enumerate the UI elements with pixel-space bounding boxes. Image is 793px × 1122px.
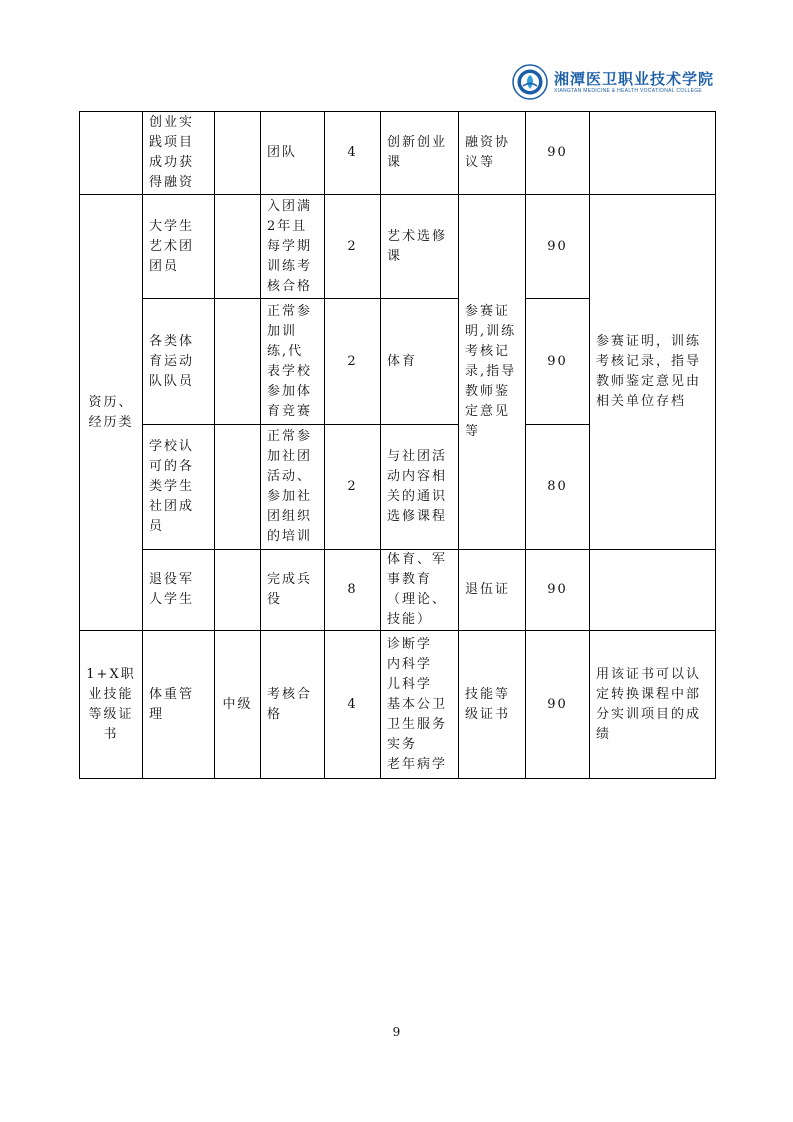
level-cell	[215, 550, 261, 631]
category-cell: 1+X职业技能等级证书	[80, 631, 143, 779]
score-cell: 90	[526, 299, 590, 425]
course-cell: 体育、军事教育（理论、技能）	[381, 550, 459, 631]
course-line: 内科学	[387, 656, 433, 672]
course-line: 卫生服务	[387, 716, 448, 732]
proof-cell: 参赛证明,训练考核记录,指导教师鉴定意见等	[459, 195, 526, 550]
table-row	[80, 195, 716, 299]
course-cell	[381, 631, 459, 779]
level-cell	[215, 112, 261, 195]
requirement-cell: 入团满2年且每学期训练考核合格	[261, 195, 325, 299]
item-cell: 各类体育运动队队员	[143, 299, 215, 425]
course-line: 基本公卫	[387, 696, 448, 712]
score-cell: 80	[526, 425, 590, 550]
score-cell: 90	[526, 112, 590, 195]
level-cell	[215, 299, 261, 425]
course-cell: 与社团活动内容相关的通识选修课程	[381, 425, 459, 550]
note-cell: 参赛证明，训练考核记录，指导教师鉴定意见由相关单位存档	[590, 195, 716, 550]
course-cell: 创新创业课	[381, 112, 459, 195]
course-cell: 艺术选修课	[381, 195, 459, 299]
course-cell: 体育	[381, 299, 459, 425]
table-row	[80, 550, 716, 631]
page-number: 9	[392, 1025, 401, 1039]
category-cell: 资历、经历类	[80, 195, 143, 631]
score-cell: 90	[526, 195, 590, 299]
table-row	[80, 112, 716, 195]
school-seal-icon	[512, 64, 548, 100]
header-logo	[512, 64, 714, 100]
credits-cell: 2	[325, 299, 381, 425]
level-cell	[215, 195, 261, 299]
course-line: 诊断学	[387, 636, 433, 652]
credits-cell: 2	[325, 425, 381, 550]
requirement-cell: 团队	[261, 112, 325, 195]
item-cell: 学校认可的各类学生社团成员	[143, 425, 215, 550]
credits-cell: 4	[325, 631, 381, 779]
credit-conversion-table	[79, 111, 716, 779]
proof-cell: 退伍证	[459, 550, 526, 631]
note-cell	[590, 550, 716, 631]
category-cell	[80, 112, 143, 195]
credits-cell: 4	[325, 112, 381, 195]
credits-cell: 2	[325, 195, 381, 299]
school-name: 湘潭医卫职业技术学院	[554, 69, 715, 88]
score-cell: 90	[526, 631, 590, 779]
course-line: 老年病学	[387, 756, 448, 772]
requirement-cell: 正常参加社团活动、参加社团组织的培训	[261, 425, 325, 550]
course-line: 儿科学	[387, 676, 433, 692]
course-line: 实务	[387, 736, 418, 752]
table-row	[80, 631, 716, 779]
school-name-en: XIANGTAN MEDICINE & HEALTH VOCATIONAL COLLEGE	[554, 87, 703, 94]
credits-cell: 8	[325, 550, 381, 631]
proof-cell: 技能等级证书	[459, 631, 526, 779]
note-cell: 用该证书可以认定转换课程中部分实训项目的成绩	[590, 631, 716, 779]
level-cell: 中级	[215, 631, 261, 779]
item-cell: 创业实践项目成功获得融资	[143, 112, 215, 195]
requirement-cell: 完成兵役	[261, 550, 325, 631]
item-cell: 体重管理	[143, 631, 215, 779]
item-cell: 大学生艺术团团员	[143, 195, 215, 299]
note-cell	[590, 112, 716, 195]
item-cell: 退役军人学生	[143, 550, 215, 631]
score-cell: 90	[526, 550, 590, 631]
level-cell	[215, 425, 261, 550]
proof-cell: 融资协议等	[459, 112, 526, 195]
requirement-cell: 正常参加训练,代表学校参加体育竞赛	[261, 299, 325, 425]
requirement-cell: 考核合格	[261, 631, 325, 779]
